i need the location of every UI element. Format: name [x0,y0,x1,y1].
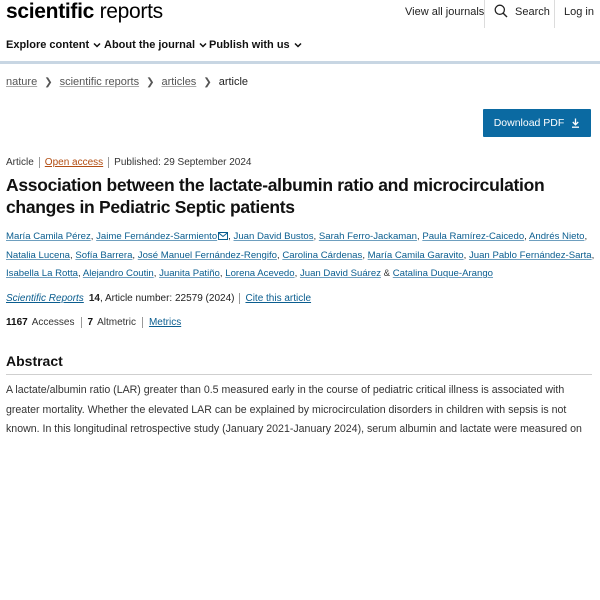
meta-divider [39,157,40,168]
header-divider [554,0,555,28]
download-pdf-label: Download PDF [493,117,565,129]
breadcrumb-articles[interactable]: articles [161,76,197,88]
download-icon [571,118,580,128]
metrics-link[interactable]: Metrics [148,317,182,328]
breadcrumb-current: article [218,76,249,88]
author-link[interactable]: Andrés Nieto [528,231,585,242]
metrics-bar [6,317,181,328]
author-link[interactable]: Juanita Patiño [159,268,220,279]
breadcrumb-scientific-reports[interactable]: scientific reports [59,76,140,88]
chevron-right-icon: ❯ [146,76,155,88]
journal-logo[interactable]: scientific reports [6,0,163,23]
abstract-divider [6,374,592,375]
nav-publish-label: Publish with us [209,39,290,51]
author-link[interactable]: Isabella La Rotta [6,268,78,279]
chevron-right-icon: ❯ [44,76,53,88]
author-link[interactable]: Sofía Barrera [75,249,133,261]
nav-divider [0,61,600,64]
accesses-label: Accesses [31,317,75,328]
nav-explore-label: Explore content [6,39,90,51]
author-link[interactable]: Catalina Duque-Arango [392,268,494,279]
abstract-heading: Abstract [6,353,63,369]
author-link[interactable]: Juan David Suárez [299,268,381,279]
author-link[interactable]: José Manuel Fernández-Rengifo [137,249,277,261]
author-list: María Camila Pérez, Jaime Fernández-Sarmiento , Juan David Bustos, Sarah Ferro-Jackaman, Paula Ramírez-Caicedo, Andrés Nieto, Natalia Lucena, Sofía Barrera, José Manuel Fernández-Rengifo, Carolina Cárdenas, María Camila Garavito, Juan Pablo Fernández-Sarta, Isabella La Rotta, Alejandro Coutin, Juanita Patiño, Lorena Acevedo, Juan David Suárez & Catalina Duque-Arango [6,231,595,279]
view-all-journals-link[interactable]: View all journals [405,6,485,18]
author-link[interactable]: Alejandro Coutin [82,268,154,279]
chevron-right-icon: ❯ [203,76,212,88]
open-access-link[interactable]: Open access [44,157,104,168]
abstract-text: A lactate/albumin ratio (LAR) greater than 0.5 measured early in the course of pediatric critical illness is associated with greater mortality. Whether the elevated LAR can be explained by microcirculation disorders in children with sepsis is not known. In this longitudinal retrospective study (January 2021-January 2024), serum albumin and lactate were measured on [6,384,582,435]
author-link[interactable]: Natalia Lucena [6,249,71,261]
altmetric-label: Altmetric [97,317,136,328]
main-nav [0,30,600,60]
journal-link[interactable]: Scientific Reports [6,293,84,304]
author-link[interactable]: Lorena Acevedo [225,268,295,279]
nav-about-label: About the journal [104,39,196,51]
search-icon[interactable] [494,4,508,18]
download-pdf-button[interactable] [483,109,591,137]
header-divider [484,0,485,28]
mail-icon[interactable] [218,232,228,240]
article-type: Article [6,157,34,168]
author-link[interactable]: Jaime Fernández-Sarmiento [96,231,218,242]
accesses-count: 1167 [6,317,28,328]
metrics-divider [142,317,143,328]
cite-this-article-link[interactable]: Cite this article [245,293,312,304]
article-meta [6,157,252,168]
volume-number: 14 [88,293,100,304]
top-header [0,0,600,26]
author-link[interactable]: Juan David Bustos [233,231,314,242]
chevron-down-icon [93,42,101,48]
article-number: , Article number: 22579 (2024) [99,293,235,304]
author-link[interactable]: María Camila Pérez [6,231,91,242]
author-link[interactable]: Juan Pablo Fernández-Sarta [468,249,592,261]
login-link[interactable]: Log in [564,6,594,18]
author-link[interactable]: Sarah Ferro-Jackaman [318,231,417,242]
published-date: Published: 29 September 2024 [114,157,252,168]
nav-about-journal[interactable] [104,39,207,51]
altmetric-count: 7 [87,317,94,328]
chevron-down-icon [294,42,302,48]
author-link[interactable]: Paula Ramírez-Caicedo [422,231,525,242]
citation-line [6,293,311,304]
nav-explore-content[interactable] [6,39,101,51]
meta-divider [108,157,109,168]
author-link[interactable]: María Camila Garavito [367,249,464,261]
metrics-divider [81,317,82,328]
search-button[interactable]: Search [515,6,550,18]
breadcrumb [6,76,248,88]
breadcrumb-nature[interactable]: nature [6,76,38,88]
article-title: Association between the lactate-albumin ratio and microcirculation changes in Pediatric Septic patients [6,175,545,217]
author-link[interactable]: Carolina Cárdenas [282,249,363,261]
nav-publish-with-us[interactable] [209,39,302,51]
citation-divider [239,293,240,304]
chevron-down-icon [199,42,207,48]
author-joiner: & [383,268,391,279]
